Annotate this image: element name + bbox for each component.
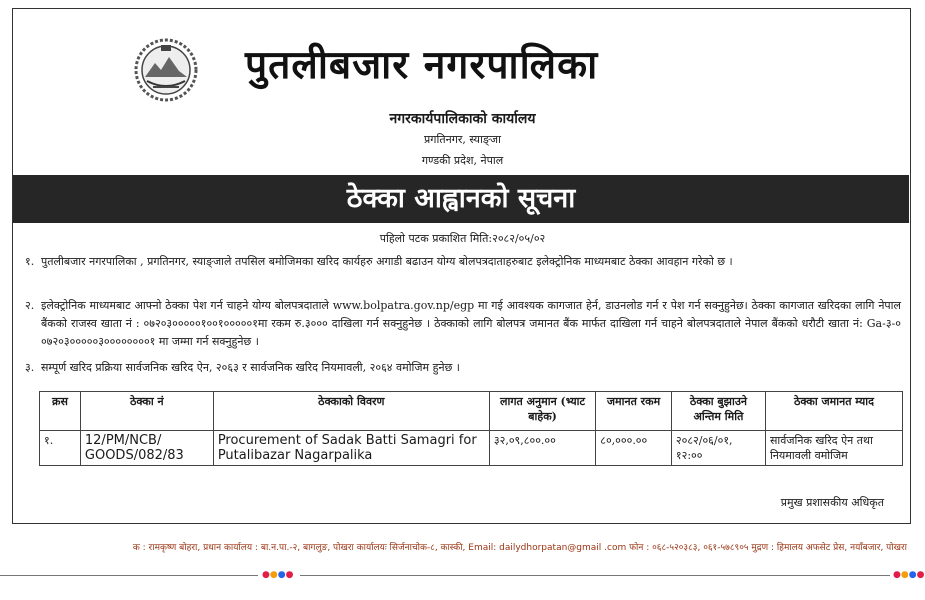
office-name: नगरकार्यपालिकाको कार्यालय bbox=[389, 111, 536, 127]
table-header-row bbox=[40, 392, 903, 431]
paragraph-text: सम्पूर्ण खरिद प्रक्रिया सार्वजनिक खरिद ऐन, २०६३ र सार्वजनिक खरिद नियमावली, २०६४ वमोजिम हुनेछ । bbox=[41, 361, 460, 374]
notice-paragraph bbox=[25, 253, 901, 271]
tender-table bbox=[39, 391, 903, 466]
footer-divider bbox=[300, 575, 890, 576]
cell-validity: सार्वजनिक खरिद ऐन तथा नियमावली वमोजिम bbox=[765, 431, 902, 466]
cell-description: Procurement of Sadak Batti Samagri for Putalibazar Nagarpalika bbox=[213, 431, 489, 466]
column-header: ठेक्का बुझाउने अन्तिम मिति bbox=[671, 392, 765, 431]
publish-date: पहिलो पटक प्रकाशित मिति:२०८२/०५/०२ bbox=[379, 232, 546, 245]
cell-security: ८०,०००.०० bbox=[596, 431, 672, 466]
signature: प्रमुख प्रशासकीय अधिकृत bbox=[780, 496, 884, 509]
paragraph-number: २. bbox=[25, 299, 35, 312]
nepal-emblem-icon bbox=[133, 37, 199, 103]
footer-divider bbox=[0, 575, 258, 576]
tender-notice bbox=[12, 8, 911, 524]
paragraph-text: पुतलीबजार नगरपालिका , प्रगतिनगर, स्याङ्जाले तपसिल बमोजिमका खरिद कार्यहरु अगाडी बढाउन योग्य बोलपत्रदाताहरुबाट इलेक्ट्रोनिक माध्यमबाट ठेक्का आवहान गरेको छ । bbox=[41, 255, 733, 268]
column-header: ठेक्का नं bbox=[80, 392, 213, 431]
cell-deadline: २०८२/०६/०१, १२:०० bbox=[671, 431, 765, 466]
decorative-dots-icon: ●●●● bbox=[262, 570, 294, 580]
office-address-line2: गण्डकी प्रदेश, नेपाल bbox=[421, 154, 504, 167]
notice-banner: ठेक्का आह्वानको सूचना bbox=[13, 175, 909, 223]
column-header: जमानत रकम bbox=[596, 392, 672, 431]
newspaper-footer: क : रामकृष्ण बोहरा, प्रधान कार्यालय : बा.न.पा.-२, बागलुङ, पोखरा कार्यालयः सिर्जनाचोक-८, कास्की, Email: dailydhorpatan@gmail .com फोन : ०६८-५२०३८३, ०६१-५७८९०५ मुद्रण : हिमालय अफसेट प्रेस, नयाँबजार, पोखरा bbox=[132, 543, 907, 553]
paragraph-number: १. bbox=[25, 255, 35, 268]
table-row bbox=[40, 431, 903, 466]
column-header: लागत अनुमान (भ्याट बाहेक) bbox=[489, 392, 595, 431]
cell-contract-no: 12/PM/NCB/ GOODS/082/83 bbox=[80, 431, 213, 466]
office-address-line1: प्रगतिनगर, स्याङ्जा bbox=[424, 133, 501, 146]
paragraph-text: इलेक्ट्रोनिक माध्यमबाट आफ्नो ठेक्का पेश गर्न चाहने योग्य बोलपत्रदाताले www.bolpatra.gov.np/egp मा गई आवश्यक कागजात हेर्न, डाउनलोड गर्न र पेश गर्न सक्नुहुनेछ। ठेक्का कागजात खरिदका लागि नेपाल बैंकको राजस्व खाता नं : ०७२०३०००००१००१०००००१मा रकम रु.३००० दाखिला गर्न सक्नुहुनेछ । ठेक्काको लागि बोलपत्र जमानत बैंक मार्फत दाखिला गर्न चाहने बोलपत्रदाताले नेपाल बैंकको धरौटी खाता नं: Ga-३-० ०७२०३०००००३००००००००१ मा जम्मा गर्न सक्नुहुनेछ । bbox=[41, 299, 901, 348]
paragraph-number: ३. bbox=[25, 361, 35, 374]
cell-estimate: ३२,०९,८००.०० bbox=[489, 431, 595, 466]
cell-sn: १. bbox=[40, 431, 81, 466]
column-header: ठेक्का जमानत म्याद bbox=[765, 392, 902, 431]
notice-paragraph bbox=[25, 297, 901, 351]
column-header: क्रस bbox=[40, 392, 81, 431]
municipality-title: पुतलीबजार नगरपालिका bbox=[245, 43, 599, 88]
decorative-dots-icon: ●●●● bbox=[893, 570, 925, 580]
notice-paragraph bbox=[25, 359, 901, 377]
column-header: ठेक्काको विवरण bbox=[213, 392, 489, 431]
